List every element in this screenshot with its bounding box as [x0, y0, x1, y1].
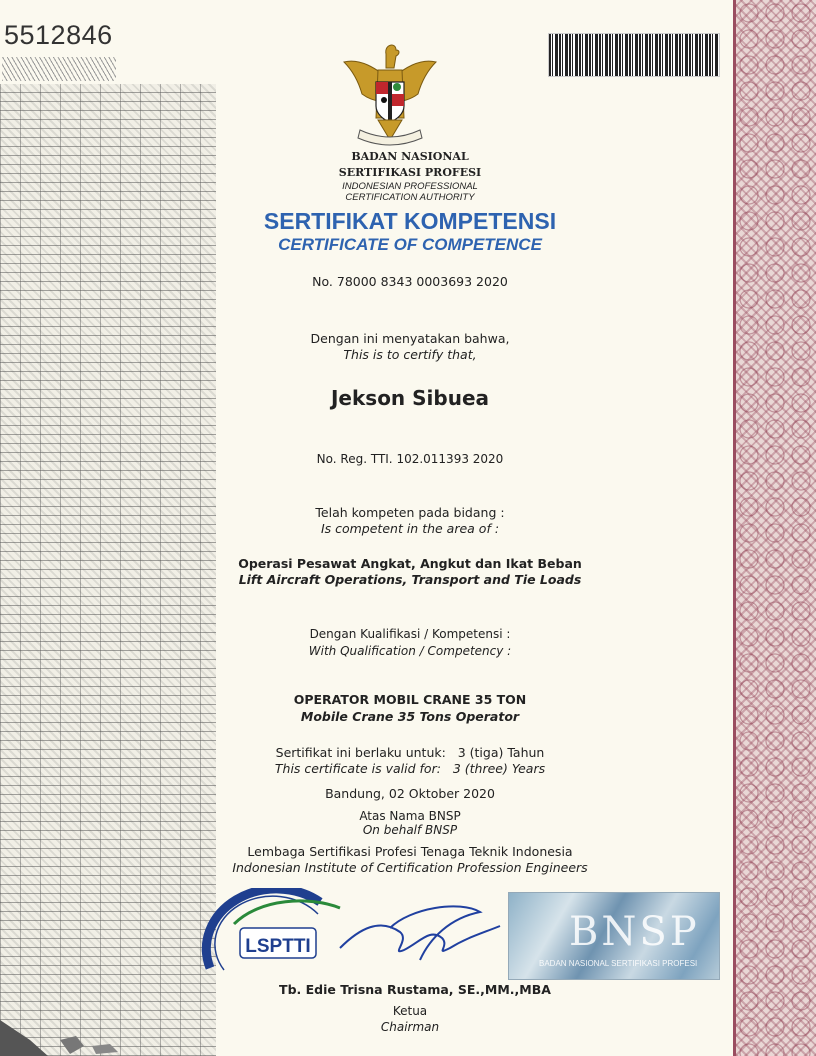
place-date: Bandung, 02 Oktober 2020	[325, 786, 495, 801]
issuer-line-3: INDONESIAN PROFESSIONAL	[342, 181, 478, 192]
serial-number: 5512846	[4, 20, 113, 50]
on-behalf-en: On behalf BNSP	[362, 823, 458, 837]
certify-text-en: This is to certify that,	[343, 347, 477, 362]
hologram-logo-text: BNSP	[569, 909, 700, 955]
barcode-icon	[548, 33, 720, 77]
on-behalf: Atas Nama BNSP	[359, 809, 461, 823]
qualification: OPERATOR MOBIL CRANE 35 TON	[293, 692, 527, 707]
issuer-line-2: SERTIFIKASI PROFESI	[338, 166, 482, 179]
qualification-en: Mobile Crane 35 Tons Operator	[300, 709, 520, 724]
serial-hatch	[2, 57, 116, 81]
institute-name-en: Indonesian Institute of Certification Profession Engineers	[232, 860, 588, 875]
stamp-logo-text: LSPTTI	[245, 936, 311, 957]
bnsp-hologram	[508, 892, 720, 980]
issuer-line-4: CERTIFICATION AUTHORITY	[345, 192, 475, 203]
signature-icon	[330, 898, 520, 968]
signer-role: Ketua	[392, 1004, 428, 1018]
qualification-label: Dengan Kualifikasi / Kompetensi :	[309, 627, 511, 641]
holder-name: Jekson Sibuea	[330, 386, 490, 410]
competent-text: Telah kompeten pada bidang :	[315, 505, 505, 520]
issuer-line-1: BADAN NASIONAL	[351, 150, 469, 163]
certify-text: Dengan ini menyatakan bahwa,	[310, 331, 510, 346]
garuda-emblem-icon	[338, 40, 442, 148]
registration-number: No. Reg. TTI. 102.011393 2020	[316, 452, 504, 466]
signer-name: Tb. Edie Trisna Rustama, SE.,MM.,MBA	[279, 982, 551, 997]
competent-text-en: Is competent in the area of :	[320, 521, 500, 536]
validity-text: Sertifikat ini berlaku untuk: 3 (tiga) Tahun	[275, 745, 545, 760]
competence-field: Operasi Pesawat Angkat, Angkut dan Ikat Beban	[238, 556, 582, 571]
competence-field-en: Lift Aircraft Operations, Transport and Tie Loads	[238, 572, 582, 587]
hologram-sub-text: BADAN NASIONAL SERTIFIKASI PROFESI	[539, 959, 698, 968]
certificate-title: SERTIFIKAT KOMPETENSI	[263, 208, 557, 234]
validity-text-en: This certificate is valid for: 3 (three) Years	[274, 761, 546, 776]
signer-role-en: Chairman	[380, 1020, 440, 1034]
certificate-number: No. 78000 8343 0003693 2020	[312, 274, 508, 289]
institute-stamp	[200, 888, 350, 978]
indonesia-map-icon	[0, 1010, 150, 1056]
institute-name: Lembaga Sertifikasi Profesi Tenaga Teknik Indonesia	[247, 844, 573, 859]
certificate-subtitle: CERTIFICATE OF COMPETENCE	[278, 235, 542, 254]
qualification-label-en: With Qualification / Competency :	[308, 644, 512, 658]
decorative-border	[733, 0, 816, 1056]
